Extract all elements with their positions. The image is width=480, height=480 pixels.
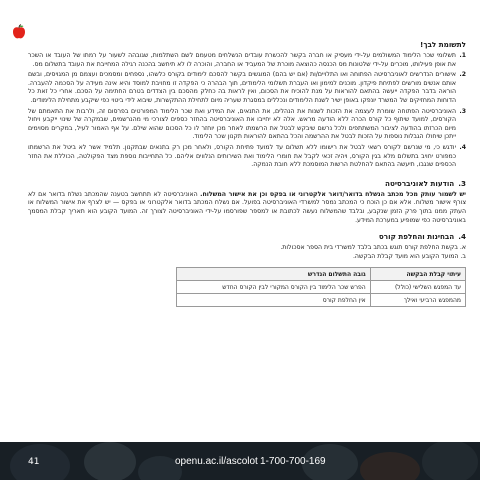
document-body xyxy=(28,40,466,307)
table-header-fee: גובה התשלום הנדרש xyxy=(177,268,371,281)
table-row xyxy=(177,294,466,307)
table-header-row xyxy=(177,268,466,281)
sub-item-b: ב. המועד הקובע הוא מועד קבלת הבקשה. xyxy=(352,252,466,260)
table-cell: הפרש שכר הלימוד בין הקורס המקורי לבין הקורס החדש xyxy=(177,281,371,294)
notice-text: האוניברסיטה לא תתחשב בטענה שהמכתב נשלח בדואר אם לא צורף אישור משלוח. אלא אם כן הוכח כי המכתב נמסר למשרדי האוניברסיטה בפועל. אם נשלח המכתב בדואר אלקטרוני או בפקס — יש לצרף את אישור המשלוח או העתק ממנו בתוך פרק הזמן שנקבע, ובלבד שהמשלוח נעשה לכתובת או למספר שפורסמו על-ידי האוניברסיטה לצורך זה. המועד הקובע הוא תאריך קבלת המסמך באוניברסיטה כפי שמופיע במערכת המידע. xyxy=(28,190,466,224)
section-title-notices: 3.הודעות לאוניברסיטה xyxy=(385,178,466,188)
footer-url-link[interactable]: openu.ac.il/ascolot xyxy=(175,456,258,467)
notice-lead: יש לשמור עותק מכל מכתב הנשלח בדואר/דואר אלקטרוני או בפקס וכן את אישור המשלוח. xyxy=(200,190,467,198)
apple-icon xyxy=(12,24,26,40)
notice-paragraph xyxy=(28,191,466,225)
sub-item-a: א. בקשת החלפת קורס תוגש בכתב בלבד למשרדי בית הספר אסכולות. xyxy=(280,244,466,252)
table-cell: אין החלפת קורס xyxy=(177,294,371,307)
list-item: 3. האוניברסיטה הפתוחה שומרת לעצמה את הזכות לשנות את הנהלים, את התנאים, את המידע ואת שכר הלימוד המפורטים בפרסום זה, ולרבות את התאמתם של הקורסים, למועד שיתוף כל קורס הכרה ללא הודעה מראש. אלה לא יחייבו את האוניברסיטה בהחזר כספים לצורכי מי מהנרשמים, שבמקרה של שינוי ייקבע ויחול מיום הכרזתו בהודעה לציבור המשתתפים ולכל נרשם שיבקש לבטל את הרשמתו לאחר מכן יוחזר לו כל הסכום שהוא שילם. על אף האמור לעיל, במקרים מסוימים ייתכן שיחולו הגבלות נוספות על הזכות לבטל את ההרשמה והכל בהתאם להוראות תקנון שכר הלימוד. xyxy=(28,107,466,141)
footer-phone: 1-700-700-169 xyxy=(260,456,326,467)
table-row xyxy=(177,281,466,294)
list-item: 4. יודגש כי, מי שנרשם לקורס רשאי לבטל את רישומו ללא תשלום עד למועד פתיחת הקורס, ולאחר מכן רק בתנאים שבתקנון. תלמיד אשר לא ביטל את הרשמתו כמפורט יחויב בתשלום מלא בגין הקורס, ויהיה זכאי לקבל את חומרי הלימוד ואת השירותים הנלווים אליהם. כל התחייבות נוספת מצד הפקולטה, הכוללת את החזר הכספים שנגבו, תיעשה בהתאם להחלטת הרשות המוסמכת ללא חובת הנמקה. xyxy=(28,143,466,169)
table-cell: עד המפגש השלישי (כולל) xyxy=(370,281,465,294)
list-item: 1. תשלומי שכר הלימוד המשולמים על-ידי מעסיק או חברה בקשר להכשרת עובדים הנשלחים מטעמם לשם השתלמות, שגובהה לשעור על רמתו של העובד או השכר את אופן פעילותו, מוכרים על-ידי שלטונות מס הכנסה כהוצאה מוכרת של המעביד או החברה, והוכרה לו לא תיחשב בהכנה רגילה המחייבת את העובד בתשלום מס. xyxy=(28,52,466,68)
course-change-table xyxy=(176,267,466,307)
table-cell: מהמפגש הרביעי ואילך xyxy=(370,294,465,307)
section-title-attention: לתשומת לבך! xyxy=(420,40,466,49)
table-header-timing: עיתוי קבלת הבקשה xyxy=(370,268,465,281)
section-title-exams: 4.הבחינות והחלפת קורס xyxy=(378,232,466,242)
list-item: 2. אישורים הנדרשים לאוניברסיטה הפתוחה ואו התלויים/ות (אם יש בהם) המוגשים בקשר להסכם לימודים בקורס כלשהו, נספחים ומסמכים ועצמם מן המגויסים, ובשם אותם אנשים מורשים לפתיחת פיקדון. מוכנים למימון ואו העברת תשלומי הלימודים, תוך הבהרה כי הפקדה זו מחויבת למוסד והיא אינה מעידה על הסכמה להעברה. הוראה בדבר הפקדה ייעשה בהתאם להוראות על מנת להוכיח את הסכום, ואין לראות בה כחלק מהסכם בין הצדדים בטרם החתימה על הסכם. אחרי כל זאת כל הדוחות המחזיקים של המשרד יונפקו באופן ישיר לשנת הלימודים ונכללים במסגרת שעריה מיום לתחילת ההתקשרות, שיבוא לידי ביטוי כפי שיקבע מתחילת הלימודים. xyxy=(28,71,466,104)
page-number: 41 xyxy=(28,457,40,467)
